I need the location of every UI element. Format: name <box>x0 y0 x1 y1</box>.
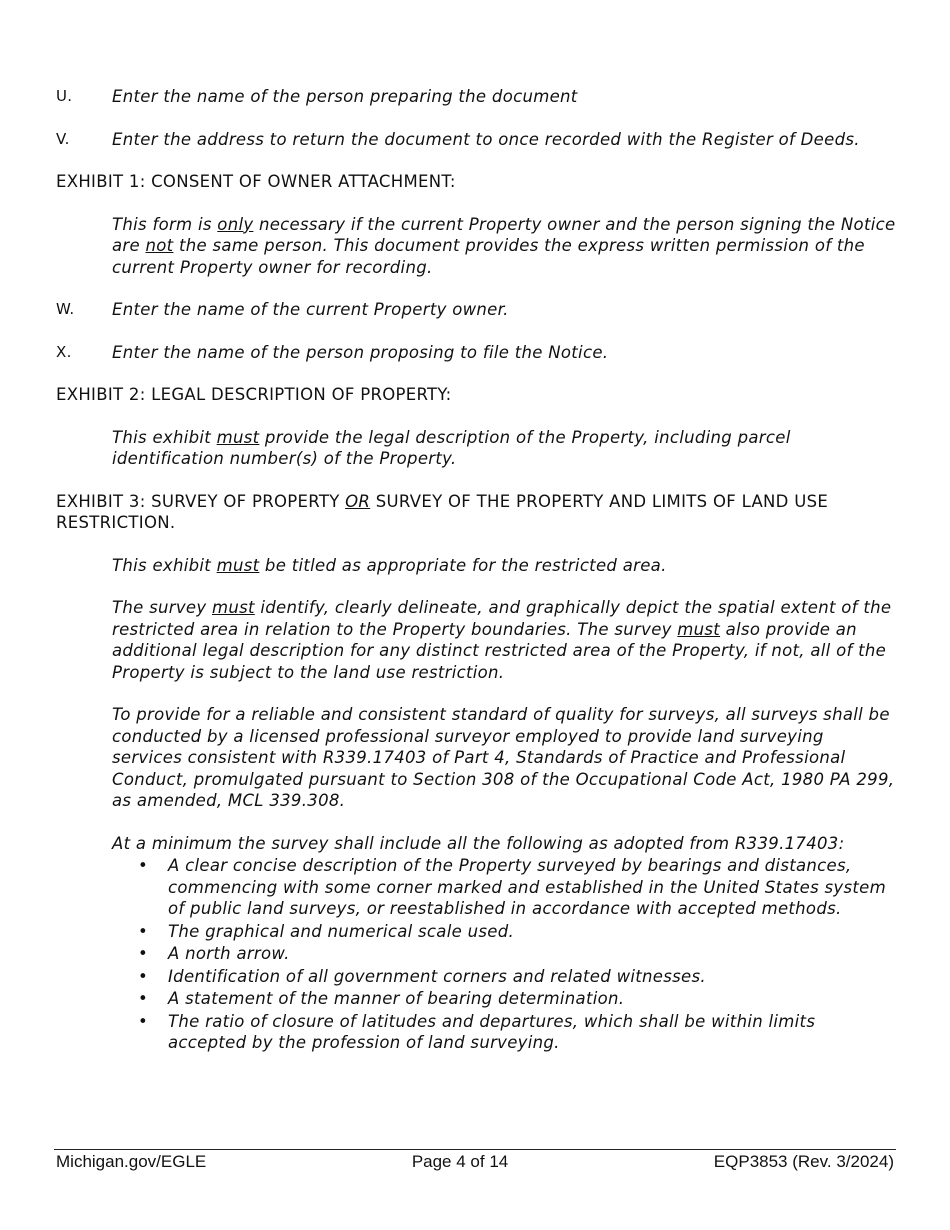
item-label: U. <box>56 87 73 105</box>
footer-website: Michigan.gov/EGLE <box>56 1152 207 1171</box>
item-x <box>56 342 896 364</box>
list-item: • A clear concise description of the Property surveyed by bearings and distances, commencing with some corner marked and established in the United States system of public land surveys, or reestablished in accordance with accepted methods. <box>112 855 896 920</box>
item-text: Enter the name of the person proposing to file the Notice. <box>112 342 609 362</box>
exhibit-1-heading: EXHIBIT 1: CONSENT OF OWNER ATTACHMENT: <box>56 172 456 191</box>
list-item: • Identification of all government corners and related witnesses. <box>112 966 896 988</box>
list-item: • The graphical and numerical scale used. <box>112 921 896 943</box>
survey-requirements-list <box>56 855 896 1054</box>
item-text: Enter the address to return the document to once recorded with the Register of Deeds. <box>112 129 860 149</box>
item-v <box>56 129 896 151</box>
list-item: • A north arrow. <box>112 943 896 965</box>
exhibit-1-paragraph: This form is only necessary if the current Property owner and the person signing the Notice are not the same person. This document provides the express written permission of the current Property owner for recording. <box>112 214 896 277</box>
exhibit-3-standards-paragraph: To provide for a reliable and consistent standard of quality for surveys, all surveys shall be conducted by a licensed professional surveyor employed to provide land surveying services consistent with R339.17403 of Part 4, Standards of Practice and Professional Conduct, promulgated pursuant to Section 308 of the Occupational Code Act, 1980 PA 299, as amended, MCL 339.308. <box>112 705 895 810</box>
footer-form-id: EQP3853 (Rev. 3/2024) <box>713 1152 894 1171</box>
exhibit-3-title-paragraph: This exhibit must be titled as appropriate for the restricted area. <box>112 555 667 575</box>
item-w <box>56 299 896 321</box>
exhibit-2-paragraph: This exhibit must provide the legal description of the Property, including parcel identification number(s) of the Property. <box>112 427 791 468</box>
item-text: Enter the name of the current Property owner. <box>112 300 509 319</box>
exhibit-2-heading: EXHIBIT 2: LEGAL DESCRIPTION OF PROPERTY: <box>56 385 452 404</box>
footer-page-number: Page 4 of 14 <box>411 1152 509 1171</box>
page-footer <box>56 1152 894 1172</box>
exhibit-3-heading: EXHIBIT 3: SURVEY OF PROPERTY OR SURVEY OF THE PROPERTY AND LIMITS OF LAND USE RESTRICTION. <box>56 491 829 532</box>
footer-divider <box>54 1149 896 1150</box>
document-body <box>56 86 896 1054</box>
list-item: • A statement of the manner of bearing determination. <box>112 988 896 1010</box>
item-label: X. <box>56 342 72 361</box>
exhibit-3-survey-paragraph: The survey must identify, clearly delineate, and graphically depict the spatial extent of the restricted area in relation to the Property boundaries. The survey must also provide an additional legal description for any distinct restricted area of the Property, if not, all of the Property is subject to the land use restriction. <box>112 598 892 682</box>
item-label: V. <box>56 129 70 148</box>
list-item: • The ratio of closure of latitudes and departures, which shall be within limits accepted by the profession of land surveying. <box>112 1011 896 1054</box>
exhibit-3-minimum-paragraph: At a minimum the survey shall include all the following as adopted from R339.17403: <box>112 833 845 853</box>
item-text: Enter the name of the person preparing the document <box>112 87 578 106</box>
item-u <box>56 86 896 108</box>
item-label: W. <box>56 300 75 318</box>
